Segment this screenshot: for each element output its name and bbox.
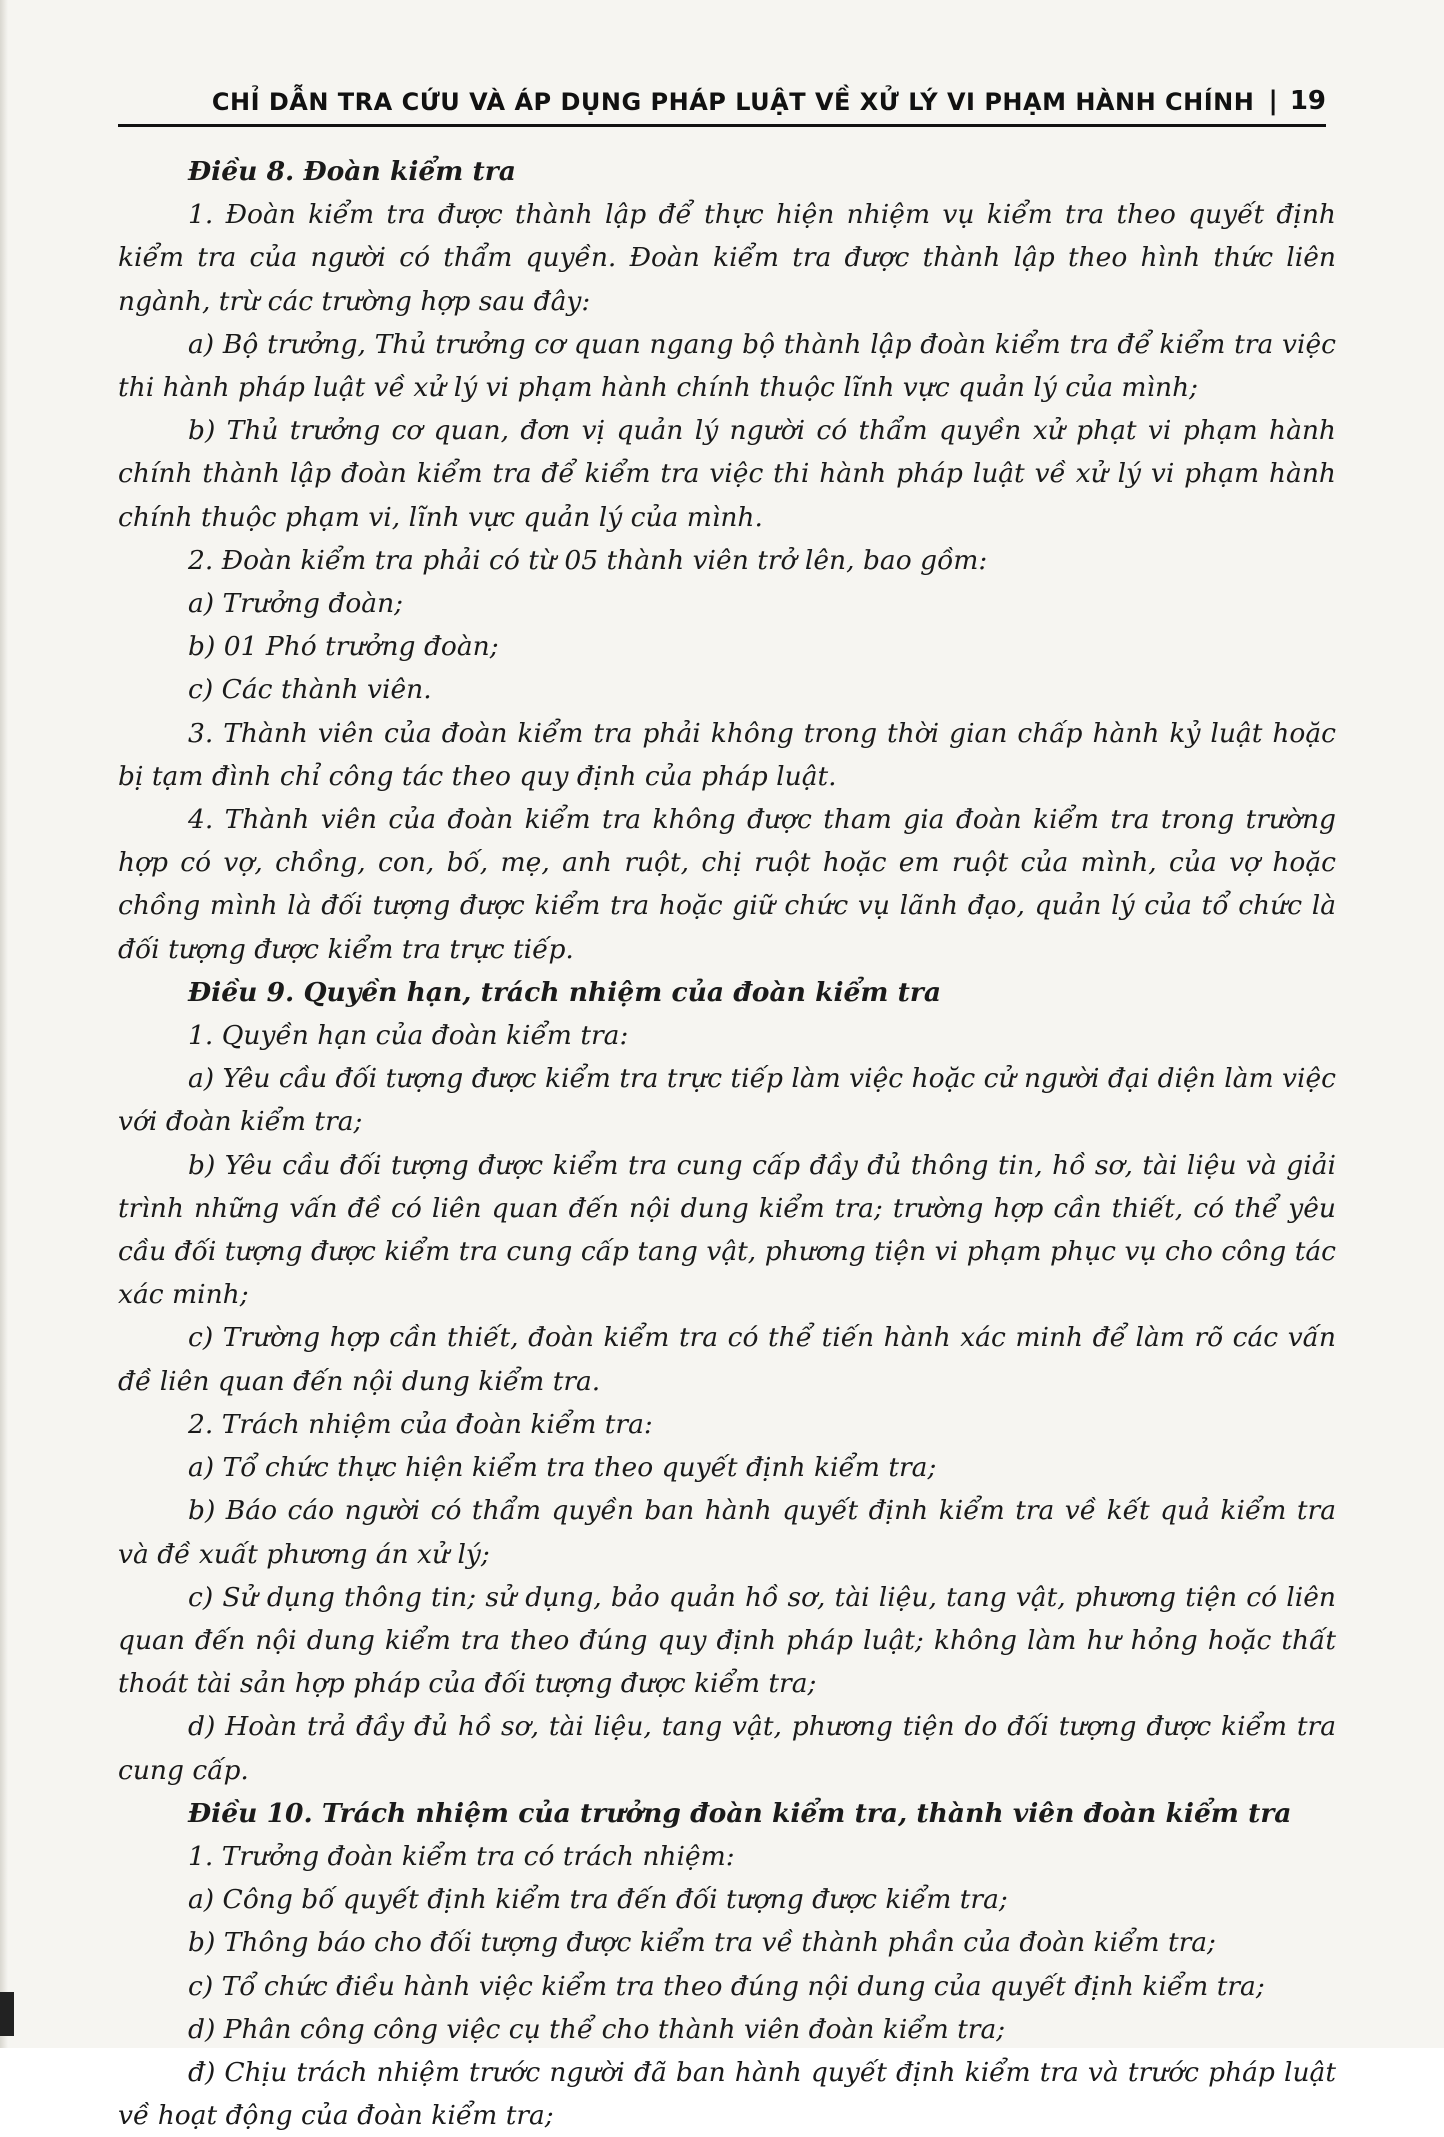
paragraph: 1. Đoàn kiểm tra được thành lập để thực hiện nhiệm vụ kiểm tra theo quyết định kiểm tra của người có thẩm quyền. Đoàn kiểm tra được thành lập theo hình thức liên ngành, trừ các trường hợp sau đây: [118,199,1336,317]
paragraph: b) Thông báo cho đối tượng được kiểm tra về thành phần của đoàn kiểm tra; [188,1927,1216,1959]
paragraph: đ) Chịu trách nhiệm trước người đã ban hành quyết định kiểm tra và trước pháp luật về hoạt động của đoàn kiểm tra; [118,2056,1336,2132]
paragraph: b) Yêu cầu đối tượng được kiểm tra cung cấp đầy đủ thông tin, hồ sơ, tài liệu và giải trình những vấn đề có liên quan đến nội dung kiểm tra; trường hợp cần thiết, có thể yêu cầu đối tượng được kiểm tra cung cấp tang vật, phương tiện vi phạm phục vụ cho công tác xác minh; [118,1149,1336,1311]
paragraph: c) Sử dụng thông tin; sử dụng, bảo quản hồ sơ, tài liệu, tang vật, phương tiện có liên quan đến nội dung kiểm tra theo đúng quy định pháp luật; không làm hư hỏng hoặc thất thoát tài sản hợp pháp của đối tượng được kiểm tra; [118,1581,1336,1700]
paragraph: c) Các thành viên. [188,674,432,706]
paragraph: 1. Trưởng đoàn kiểm tra có trách nhiệm: [188,1840,735,1872]
paragraph: b) Báo cáo người có thẩm quyền ban hành quyết định kiểm tra về kết quả kiểm tra và đề xuất phương án xử lý; [118,1495,1336,1570]
article-heading: Điều 9. Quyền hạn, trách nhiệm của đoàn kiểm tra [188,976,942,1008]
paragraph: a) Trưởng đoàn; [188,588,404,620]
paragraph: c) Tổ chức điều hành việc kiểm tra theo đúng nội dung của quyết định kiểm tra; [188,1970,1265,2002]
article-heading: Điều 8. Đoàn kiểm tra [188,156,516,187]
paragraph: a) Công bố quyết định kiểm tra đến đối tượng được kiểm tra; [188,1884,1008,1916]
paragraph: b) 01 Phó trưởng đoàn; [188,631,499,663]
paragraph: 2. Đoàn kiểm tra phải có từ 05 thành viên trở lên, bao gồm: [188,544,988,576]
page-edge-shadow [0,0,8,2048]
paragraph: a) Yêu cầu đối tượng được kiểm tra trực tiếp làm việc hoặc cử người đại diện làm việc với đoàn kiểm tra; [118,1063,1337,1138]
header-title: CHỈ DẪN TRA CỨU VÀ ÁP DỤNG PHÁP LUẬT VỀ XỬ LÝ VI PHẠM HÀNH CHÍNH [211,88,1255,116]
paragraph: 1. Quyền hạn của đoàn kiểm tra: [188,1020,629,1052]
paragraph: a) Bộ trưởng, Thủ trưởng cơ quan ngang bộ thành lập đoàn kiểm tra để kiểm tra việc thi hành pháp luật về xử lý vi phạm hành chính thuộc lĩnh vực quản lý của mình; [118,328,1336,404]
page-number: 19 [1289,86,1326,116]
body-text [118,150,1336,2137]
running-header [118,80,1326,127]
paragraph: 4. Thành viên của đoàn kiểm tra không được tham gia đoàn kiểm tra trong trường hợp có vợ, chồng, con, bố, mẹ, anh ruột, chị ruột hoặc em ruột của mình, của vợ hoặc chồng mình là đối tượng được kiểm tra hoặc giữ chức vụ lãnh đạo, quản lý của tổ chức là đối tượng được kiểm tra trực tiếp. [118,804,1336,965]
article-heading: Điều 10. Trách nhiệm của trưởng đoàn kiểm tra, thành viên đoàn kiểm tra [188,1797,1292,1829]
paragraph: c) Trường hợp cần thiết, đoàn kiểm tra có thể tiến hành xác minh để làm rõ các vấn đề liên quan đến nội dung kiểm tra. [118,1322,1336,1397]
binding-mark [0,1992,14,2036]
paragraph: 2. Trách nhiệm của đoàn kiểm tra: [188,1408,653,1440]
paragraph: b) Thủ trưởng cơ quan, đơn vị quản lý người có thẩm quyền xử phạt vi phạm hành chính thành lập đoàn kiểm tra để kiểm tra việc thi hành pháp luật về xử lý vi phạm hành chính thuộc phạm vi, lĩnh vực quản lý của mình. [118,415,1336,533]
paragraph: a) Tổ chức thực hiện kiểm tra theo quyết định kiểm tra; [188,1452,937,1484]
paragraph: 3. Thành viên của đoàn kiểm tra phải không trong thời gian chấp hành kỷ luật hoặc bị tạm đình chỉ công tác theo quy định của pháp luật. [118,717,1336,792]
paragraph: d) Hoàn trả đầy đủ hồ sơ, tài liệu, tang vật, phương tiện do đối tượng được kiểm tra cung cấp. [118,1711,1336,1786]
paragraph: d) Phân công công việc cụ thể cho thành viên đoàn kiểm tra; [188,2013,1006,2045]
header-separator: | [1268,86,1278,116]
